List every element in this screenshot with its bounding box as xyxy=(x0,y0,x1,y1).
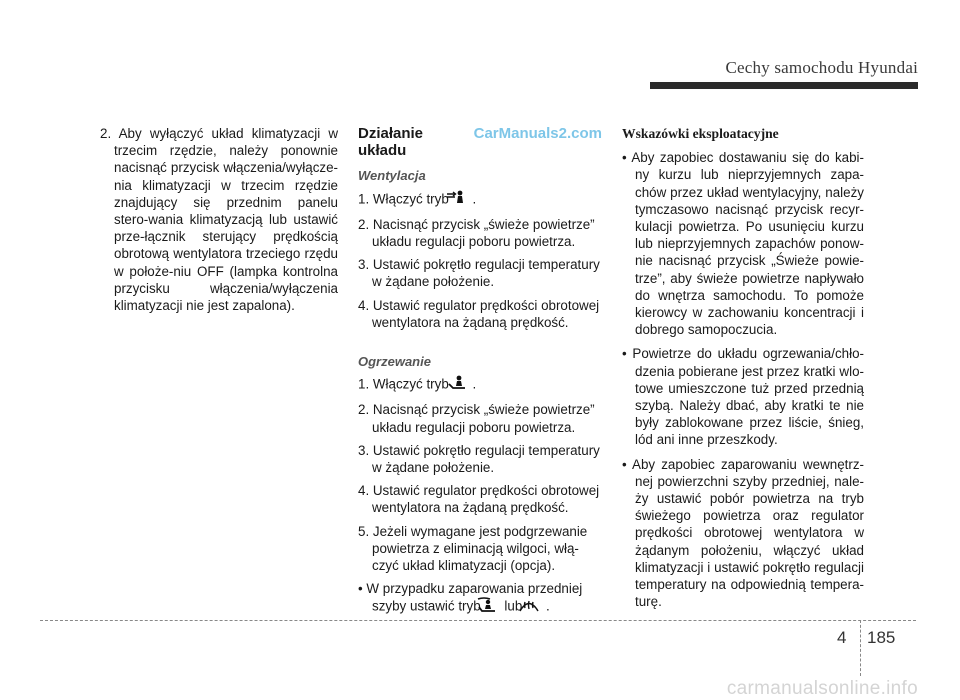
bullet-text: • W przypadku zaparowania przedniej szyby ustawić tryb xyxy=(358,581,583,615)
footer-divider xyxy=(40,620,916,621)
subheading-ventilation: Wentylacja xyxy=(358,168,426,184)
list-item: 5. Jeżeli wymagane jest podgrzewanie powietrza z eliminacją wilgoci, włą-czyć układ klimatyzacji (opcja). xyxy=(358,523,588,574)
page-number: 185 xyxy=(867,628,896,647)
chapter-title: Cechy samochodu Hyundai xyxy=(725,58,918,77)
list-item xyxy=(358,190,602,210)
list-item: 2. Nacisnąć przycisk „świeże powietrze” układu regulacji poboru powietrza. xyxy=(358,402,595,435)
column-2 xyxy=(358,125,602,624)
windshield-defrost-icon xyxy=(532,597,540,617)
step-text: . xyxy=(472,376,477,392)
step-text: 1. Włączyć tryb xyxy=(358,191,449,207)
chapter-number: 4 xyxy=(837,628,847,647)
step-text: . xyxy=(472,191,477,207)
site-watermark: carmanualsonline.info xyxy=(726,678,918,699)
list-item xyxy=(358,375,602,395)
bullet-text: . xyxy=(546,599,550,615)
bullet-text: lub xyxy=(504,599,523,615)
list-item: • Aby zapobiec zaparowaniu wewnętrz-nej powierzchni szyby przedniej, nale-ży ustawić pobór powietrza na tryb świeżego powietrza oraz regulator prędkości obrotowej wentylatora w żądanym położeniu, włączyć układ klimatyzacji i ustawić pokrętło regulacji temperatury na odpowiednią tempera-turę. xyxy=(622,456,864,610)
list-item: 2. Nacisnąć przycisk „świeże powietrze” układu regulacji poboru powietrza. xyxy=(358,216,595,250)
list-item: 4. Ustawić regulator prędkości obrotowej wentylatora na żądaną prędkość. xyxy=(358,483,600,516)
section-title-row xyxy=(358,125,602,159)
watermark: CarManuals2.com xyxy=(473,125,602,142)
list-item: 3. Ustawić pokrętło regulacji temperatury w żądane położenie. xyxy=(358,257,600,290)
column-1 xyxy=(100,125,338,320)
face-vent-mode-icon xyxy=(459,190,467,210)
footer-vertical-divider xyxy=(860,620,861,676)
floor-defrost-mode-icon xyxy=(490,597,498,617)
floor-mode-icon xyxy=(459,375,467,395)
list-item: • Powietrze do układu ogrzewania/chło-dzenia pobierane jest przez kratki wlo-towe umieszczone tuż przed przednią szybą. Należy dbać, aby kratki te nie były zablokowane przez liście, śnieg, lód ani inne przeszkody. xyxy=(622,346,864,448)
column-3 xyxy=(622,125,864,617)
list-item: • Aby zapobiec dostawaniu się do kabi-ny kurzu lub nieprzyjemnych zapa-chów przez układ wentylacyjny, należy tymczasowo nacisnąć przycisk recyr-kulacji powietrza. Po usunięciu kurzu lub nieprzyjemnych zapachów ponow-nie nacisnąć przycisk „Świeże powie-trze”, aby świeże powietrze napływało do wnętrza samochodu. To pomoże kierowcy w zachowaniu koncentracji i dobrego samopoczucia. xyxy=(622,150,864,338)
section-heading-tips: Wskazówki eksploatacyjne xyxy=(622,126,779,141)
header-bar xyxy=(650,82,918,89)
subheading-heating: Ogrzewanie xyxy=(358,354,431,370)
step-text: 1. Włączyć tryb xyxy=(358,376,449,392)
list-item xyxy=(358,580,602,617)
list-item: 2. Aby wyłączyć układ klimatyzacji w trzecim rzędzie, należy ponownie nacisnąć przycisk włączenia/wyłącze-nia klimatyzacji w trzecim rzędzie znajdujący się przednim panelu stero-wania klimatyzacją lub ustawić prze-łącznik sterujący prędkością obrotową wentylatora trzeciego rzędu w położe-niu OFF (lampka kontrolna przycisku włączenia/wyłączenia klimatyzacji nie jest zapalona). xyxy=(100,126,338,314)
section-title: Działanie układu xyxy=(358,125,424,160)
list-item: 4. Ustawić regulator prędkości obrotowej wentylatora na żądaną prędkość. xyxy=(358,297,600,330)
list-item: 3. Ustawić pokrętło regulacji temperatury w żądane położenie. xyxy=(358,442,600,476)
